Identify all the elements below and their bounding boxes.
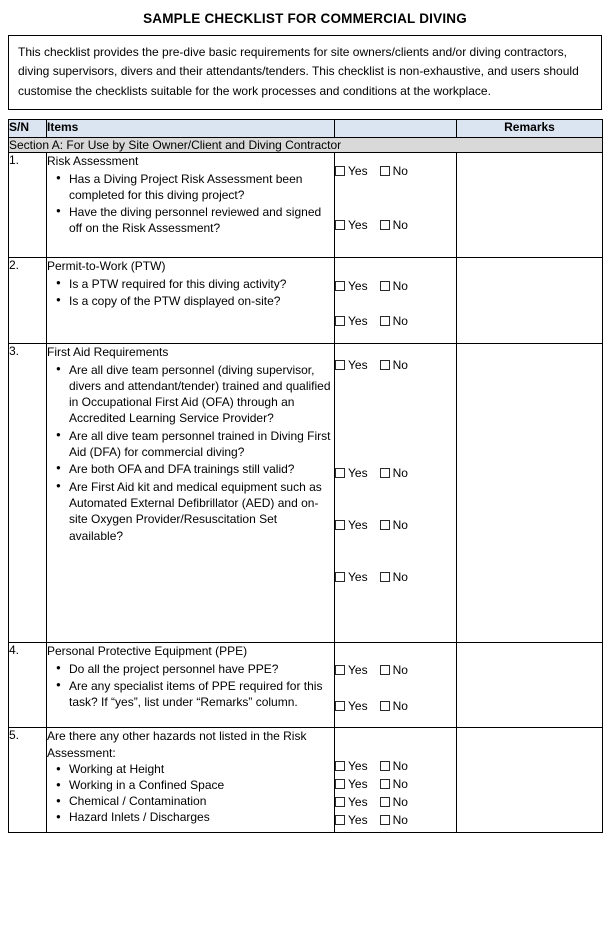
row-items [47, 728, 335, 833]
row-remarks-cell[interactable] [457, 153, 603, 258]
yes-no-group [335, 699, 408, 713]
yes-option[interactable] [335, 759, 368, 773]
list-item: ● Are any specialist items of PPE required for this task? If “yes”, list under “Remarks” column. [69, 678, 334, 711]
no-option[interactable] [380, 314, 408, 328]
no-option[interactable] [380, 699, 408, 713]
yes-label: Yes [348, 164, 368, 179]
row-items [47, 258, 335, 344]
no-label: No [392, 466, 408, 481]
no-option[interactable] [380, 466, 408, 480]
yes-option[interactable] [335, 466, 368, 480]
checkbox-yes-icon[interactable] [335, 520, 345, 530]
row-items [47, 153, 335, 258]
list-item: ● Are all dive team personnel (diving supervisor, divers and attendant/tender) trained and qualified in Occupational First Aid (OFA) through an Accredited Learning Service Provider? [69, 362, 334, 427]
header-remarks: Remarks [457, 120, 603, 138]
no-label: No [392, 813, 408, 828]
checkbox-yes-icon[interactable] [335, 815, 345, 825]
checkbox-yes-icon[interactable] [335, 220, 345, 230]
intro-paragraph-box [8, 35, 602, 110]
checkbox-yes-icon[interactable] [335, 360, 345, 370]
no-option[interactable] [380, 777, 408, 791]
no-option[interactable] [380, 813, 408, 827]
section-a-row [9, 138, 603, 153]
checkbox-no-icon[interactable] [380, 701, 390, 711]
yes-label: Yes [348, 279, 368, 294]
checkbox-no-icon[interactable] [380, 468, 390, 478]
yes-option[interactable] [335, 813, 368, 827]
list-item: ● Are all dive team personnel trained in Diving First Aid (DFA) for commercial diving? [69, 428, 334, 461]
yes-label: Yes [348, 699, 368, 714]
no-label: No [392, 663, 408, 678]
yes-no-group [335, 218, 408, 232]
yes-option[interactable] [335, 570, 368, 584]
yes-no-group [335, 466, 408, 480]
checkbox-yes-icon[interactable] [335, 665, 345, 675]
no-option[interactable] [380, 218, 408, 232]
checkbox-no-icon[interactable] [380, 360, 390, 370]
row-heading: Personal Protective Equipment (PPE) [47, 644, 248, 659]
checkbox-yes-icon[interactable] [335, 779, 345, 789]
yes-option[interactable] [335, 218, 368, 232]
no-label: No [392, 699, 408, 714]
page-title: SAMPLE CHECKLIST FOR COMMERCIAL DIVING [143, 11, 467, 26]
no-label: No [392, 279, 408, 294]
yes-no-group [335, 164, 408, 178]
checkbox-yes-icon[interactable] [335, 761, 345, 771]
row-items [47, 643, 335, 728]
row-bullet-list [47, 362, 334, 544]
checkbox-yes-icon[interactable] [335, 166, 345, 176]
yes-no-group [335, 759, 408, 773]
row-sn: 1. [9, 153, 47, 258]
yes-option[interactable] [335, 164, 368, 178]
table-row [9, 153, 603, 258]
no-label: No [392, 164, 408, 179]
row-remarks-cell[interactable] [457, 344, 603, 643]
checkbox-yes-icon[interactable] [335, 316, 345, 326]
table-row [9, 643, 603, 728]
list-item: ● Do all the project personnel have PPE? [69, 661, 334, 677]
checkbox-no-icon[interactable] [380, 665, 390, 675]
no-label: No [392, 777, 408, 792]
yes-no-group [335, 777, 408, 791]
table-header-row [9, 120, 603, 138]
yes-label: Yes [348, 663, 368, 678]
yes-no-group [335, 663, 408, 677]
list-item: ● Hazard Inlets / Discharges [69, 810, 334, 826]
yes-no-group [335, 358, 408, 372]
no-option[interactable] [380, 279, 408, 293]
row-checkboxes [335, 153, 457, 258]
row-checkboxes [335, 643, 457, 728]
yes-no-group [335, 279, 408, 293]
intro-paragraph-text: This checklist provides the pre-dive basic requirements for site owners/clients and/or diving contractors, diving supervisors, divers and their attendants/tenders. This checklist is non-exhaustive, and users should customise the checklists suitable for the work processes and conditions at the workplace. [18, 45, 579, 98]
yes-label: Yes [348, 570, 368, 585]
yes-no-group [335, 795, 408, 809]
row-sn: 5. [9, 728, 47, 833]
row-items [47, 344, 335, 643]
row-bullet-list [47, 171, 334, 237]
checkbox-yes-icon[interactable] [335, 468, 345, 478]
yes-label: Yes [348, 314, 368, 329]
yes-no-group [335, 570, 408, 584]
yes-option[interactable] [335, 699, 368, 713]
yes-no-group [335, 813, 408, 827]
list-item: ● Chemical / Contamination [69, 794, 334, 810]
list-item: ● Is a copy of the PTW displayed on-site? [69, 293, 334, 309]
list-item: ● Are both OFA and DFA trainings still valid? [69, 461, 334, 477]
no-option[interactable] [380, 759, 408, 773]
yes-option[interactable] [335, 795, 368, 809]
checkbox-no-icon[interactable] [380, 220, 390, 230]
row-sn: 2. [9, 258, 47, 344]
no-label: No [392, 358, 408, 373]
table-row [9, 728, 603, 833]
yes-option[interactable] [335, 358, 368, 372]
row-checkboxes [335, 258, 457, 344]
row-bullet-list [47, 762, 334, 826]
header-blank [335, 120, 457, 138]
list-item: ● Has a Diving Project Risk Assessment been completed for this diving project? [69, 171, 334, 204]
yes-option[interactable] [335, 663, 368, 677]
no-option[interactable] [380, 795, 408, 809]
no-label: No [392, 218, 408, 233]
list-item: ● Are First Aid kit and medical equipment such as Automated External Defibrillator (AED) and on-site Oxygen Provider/Resuscitation Set available? [69, 479, 334, 544]
checkbox-no-icon[interactable] [380, 761, 390, 771]
checkbox-yes-icon[interactable] [335, 281, 345, 291]
yes-option[interactable] [335, 314, 368, 328]
checkbox-no-icon[interactable] [380, 572, 390, 582]
yes-label: Yes [348, 518, 368, 533]
no-option[interactable] [380, 358, 408, 372]
row-sn: 4. [9, 643, 47, 728]
row-remarks-cell[interactable] [457, 643, 603, 728]
yes-label: Yes [348, 777, 368, 792]
list-item: ● Working in a Confined Space [69, 778, 334, 794]
yes-label: Yes [348, 218, 368, 233]
yes-option[interactable] [335, 518, 368, 532]
no-option[interactable] [380, 570, 408, 584]
yes-option[interactable] [335, 777, 368, 791]
row-heading: Permit-to-Work (PTW) [47, 259, 166, 274]
row-heading: Risk Assessment [47, 154, 139, 169]
checkbox-no-icon[interactable] [380, 797, 390, 807]
row-remarks-cell[interactable] [457, 258, 603, 344]
no-label: No [392, 795, 408, 810]
yes-label: Yes [348, 759, 368, 774]
table-row [9, 258, 603, 344]
yes-option[interactable] [335, 279, 368, 293]
checkbox-no-icon[interactable] [380, 166, 390, 176]
checkbox-yes-icon[interactable] [335, 572, 345, 582]
row-checkboxes [335, 344, 457, 643]
row-checkboxes [335, 728, 457, 833]
row-bullet-list [47, 276, 334, 310]
yes-label: Yes [348, 813, 368, 828]
list-item: ● Have the diving personnel reviewed and signed off on the Risk Assessment? [69, 204, 334, 237]
row-remarks-cell[interactable] [457, 728, 603, 833]
row-heading: First Aid Requirements [47, 345, 169, 360]
header-items: Items [47, 120, 335, 138]
checkbox-no-icon[interactable] [380, 520, 390, 530]
checkbox-yes-icon[interactable] [335, 797, 345, 807]
checkbox-no-icon[interactable] [380, 779, 390, 789]
checkbox-no-icon[interactable] [380, 316, 390, 326]
checkbox-yes-icon[interactable] [335, 701, 345, 711]
no-label: No [392, 314, 408, 329]
yes-label: Yes [348, 466, 368, 481]
no-label: No [392, 518, 408, 533]
yes-label: Yes [348, 358, 368, 373]
checkbox-no-icon[interactable] [380, 815, 390, 825]
table-row [9, 344, 603, 643]
no-option[interactable] [380, 663, 408, 677]
row-heading: Are there any other hazards not listed in the Risk Assessment: [47, 729, 307, 760]
checkbox-no-icon[interactable] [380, 281, 390, 291]
yes-label: Yes [348, 795, 368, 810]
list-item: ● Working at Height [69, 762, 334, 778]
yes-no-group [335, 314, 408, 328]
header-sn: S/N [9, 120, 47, 138]
row-sn: 3. [9, 344, 47, 643]
section-a-label: Section A: For Use by Site Owner/Client and Diving Contractor [9, 138, 603, 153]
no-option[interactable] [380, 164, 408, 178]
no-label: No [392, 759, 408, 774]
yes-no-group [335, 518, 408, 532]
checklist-table [8, 119, 603, 833]
list-item: ● Is a PTW required for this diving activity? [69, 276, 334, 292]
no-label: No [392, 570, 408, 585]
no-option[interactable] [380, 518, 408, 532]
row-bullet-list [47, 661, 334, 711]
